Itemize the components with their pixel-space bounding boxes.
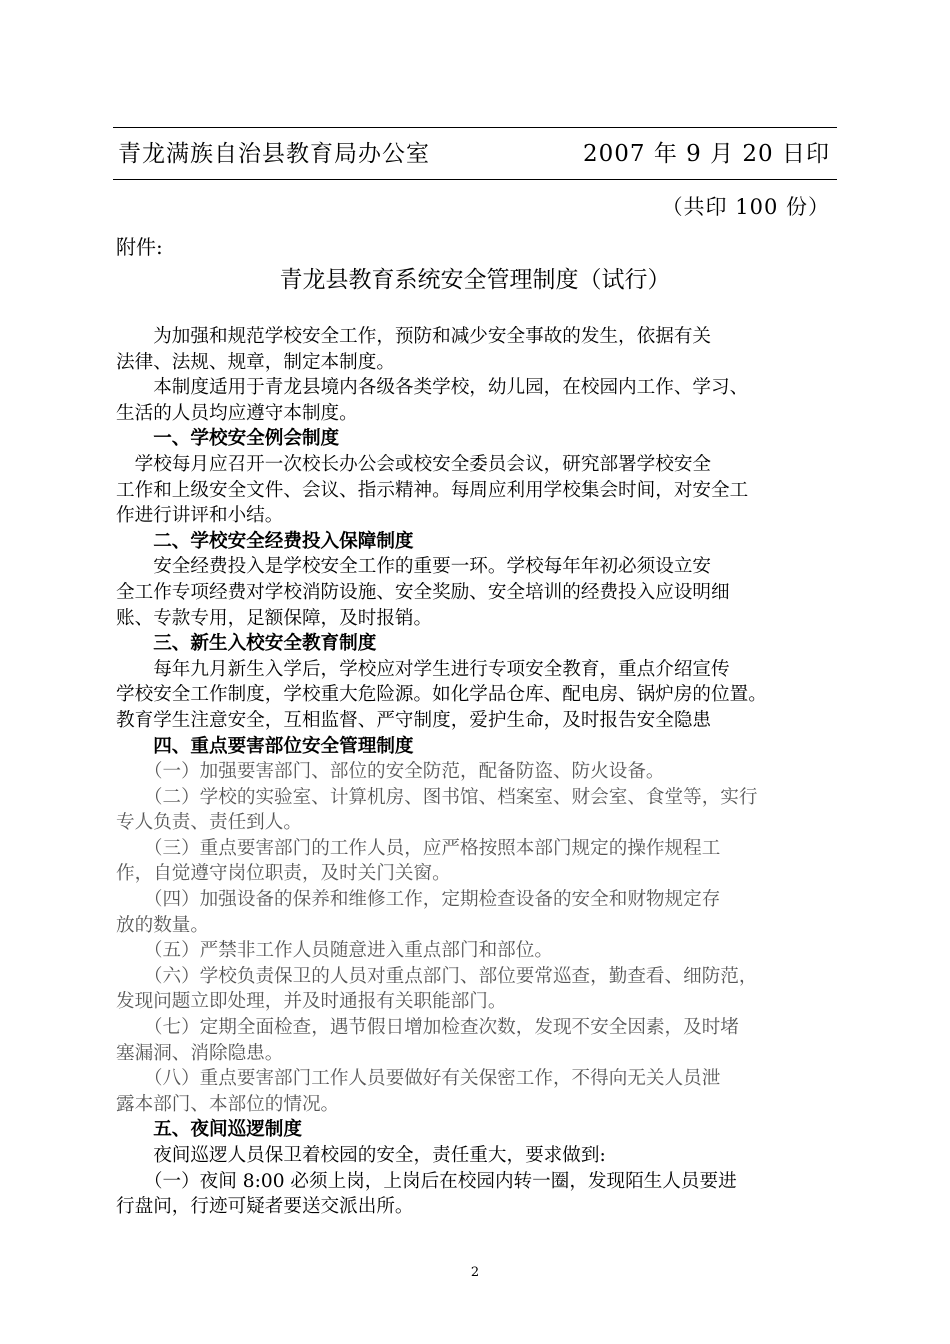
body-line: 本制度适用于青龙县境内各级各类学校，幼儿园，在校园内工作、学习、 bbox=[116, 377, 749, 399]
body-line: 放的数量。 bbox=[116, 914, 209, 936]
body-line: （五）严禁非工作人员随意进入重点部门和部位。 bbox=[116, 940, 553, 962]
body-line: （四）加强设备的保养和维修工作，定期检查设备的安全和财物规定存 bbox=[116, 889, 721, 911]
body-line: 学校每月应召开一次校长办公会或校安全委员会议，研究部署学校安全 bbox=[116, 453, 712, 475]
body-line: 工作和上级安全文件、会议、指示精神。每周应利用学校集会时间，对安全工 bbox=[116, 479, 749, 501]
body-line: （一）加强要害部门、部位的安全防范，配备防盗、防火设备。 bbox=[116, 761, 665, 783]
document-title: 青龙县教育系统安全管理制度（试行） bbox=[279, 267, 671, 293]
print-date: 2007 年 9 月 20 日印 bbox=[583, 141, 830, 167]
body-line: （六）学校负责保卫的人员对重点部门、部位要常巡查，勤查看、细防范， bbox=[116, 965, 758, 987]
body-line: 生活的人员均应遵守本制度。 bbox=[116, 402, 358, 424]
header-row bbox=[118, 136, 830, 172]
attachment-label: 附件: bbox=[116, 235, 163, 259]
body-line: 账、专款专用，足额保障，及时报销。 bbox=[116, 607, 433, 629]
issuing-office: 青龙满族自治县教育局办公室 bbox=[118, 141, 430, 167]
body-line: （一）夜间 8:00 必须上岗，上岗后在校园内转一圈，发现陌生人员要进 bbox=[116, 1170, 737, 1192]
body-line: （二）学校的实验室、计算机房、图书馆、档案室、财会室、食堂等，实行 bbox=[116, 786, 758, 808]
section-heading: 五、夜间巡逻制度 bbox=[116, 1119, 302, 1141]
header-bottom-rule bbox=[113, 179, 837, 180]
section-heading: 一、学校安全例会制度 bbox=[116, 428, 340, 450]
section-heading: 三、新生入校安全教育制度 bbox=[116, 633, 377, 655]
body-line: （八）重点要害部门工作人员要做好有关保密工作，不得向无关人员泄 bbox=[116, 1068, 721, 1090]
body-line: 夜间巡逻人员保卫着校园的安全，责任重大，要求做到: bbox=[116, 1145, 606, 1166]
body-line: 每年九月新生入学后，学校应对学生进行专项安全教育，重点介绍宣传 bbox=[116, 658, 730, 680]
body-line: 教育学生注意安全，互相监督、严守制度，爱护生命，及时报告安全隐患 bbox=[116, 709, 712, 731]
section-heading: 四、重点要害部位安全管理制度 bbox=[116, 735, 414, 757]
body-line: 专人负责、责任到人。 bbox=[116, 812, 302, 834]
header-top-rule bbox=[113, 127, 837, 128]
body-line: 学校安全工作制度，学校重大危险源。如化学品仓库、配电房、锅炉房的位置。 bbox=[116, 684, 767, 706]
body-line: 作进行讲评和小结。 bbox=[116, 505, 284, 527]
body-line: 行盘问，行迹可疑者要送交派出所。 bbox=[116, 1196, 414, 1218]
body-line: 全工作专项经费对学校消防设施、安全奖励、安全培训的经费投入应设明细 bbox=[116, 581, 730, 603]
body-line: 法律、法规、规章，制定本制度。 bbox=[116, 351, 395, 373]
body-line: 安全经费投入是学校安全工作的重要一环。学校每年年初必须设立安 bbox=[116, 556, 712, 578]
body-line: 作，自觉遵守岗位职责，及时关门关窗。 bbox=[116, 863, 451, 885]
section-heading: 二、学校安全经费投入保障制度 bbox=[116, 530, 414, 552]
copies-count: （共印 100 份） bbox=[661, 195, 830, 219]
body-line: 塞漏洞、消除隐患。 bbox=[116, 1042, 284, 1064]
page-number: 2 bbox=[470, 1265, 480, 1280]
body-line: 露本部门、本部位的情况。 bbox=[116, 1093, 340, 1115]
body-line: 为加强和规范学校安全工作，预防和减少安全事故的发生，依据有关 bbox=[116, 326, 712, 347]
document-body bbox=[116, 324, 840, 1220]
body-line: （七）定期全面检查，遇节假日增加检查次数，发现不安全因素，及时堵 bbox=[116, 1017, 739, 1039]
body-line: 发现问题立即处理，并及时通报有关职能部门。 bbox=[116, 991, 507, 1013]
body-line: （三）重点要害部门的工作人员，应严格按照本部门规定的操作规程工 bbox=[116, 837, 721, 859]
